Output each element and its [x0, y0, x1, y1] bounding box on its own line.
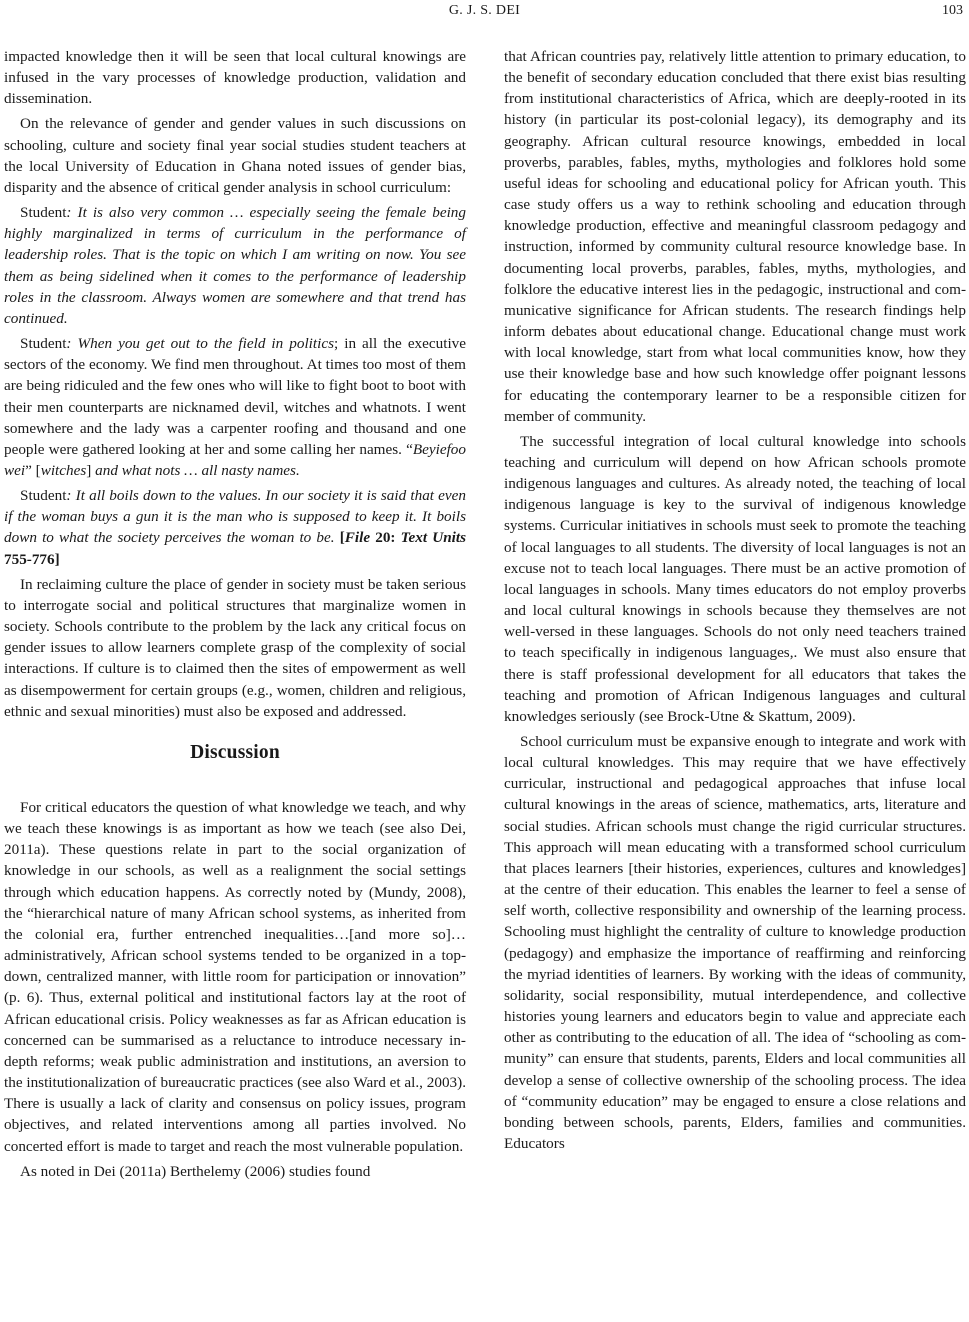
paragraph-continued: impacted knowledge then it will be seen that local cultural knowings are infused in the vary processes of knowledge production, validation and dissemination.: [4, 48, 466, 108]
paragraph-continued: that African countries pay, relatively little attention to primary education, to the benefit of secondary education concluded that there exist bias resulting from institutional characteristics of Africa, which are deeply-rooted in its history (in particular its post-colonial legacy), its demography and its geography. African cultural resource knowings, embedded in local proverbs, parables, fables, myths, mythologies and folklores hold some useful ideas for schooling and educational policy for African youth. This case study offers us a way to rethink schooling and education through knowledge production, effective and meaningful classroom pedagogy and instruction, informed by community cultural resource knowledge base. In documenting local proverbs, parables, fables, myths, mythologies, and folklore the educative interest lies in the pedagogic, instructional and communicative significance for African students. The research findings help inform debates about educational change. Educational change must work with local knowledge, start from what local communities know, how they use their knowledge base and how such knowledge offer poignant lessons for educating the contemporary learner to be a responsible citizen for member of community.: [504, 48, 966, 425]
ref-units: Text Units: [400, 529, 466, 547]
paragraph-berthelemy: As noted in Dei (2011a) Berthelemy (2006) studies found: [20, 1162, 371, 1180]
speaker-label: Student: [20, 487, 67, 505]
paragraph-school-curriculum: School curriculum must be expansive enough to integrate and work with local cultural knowledges. This may require that we have effectively curricular, instructional and pedagogical approaches that infuse local cultural knowings in the areas of science, mathematics, arts, literature and social studies. African schools must change the rigid curricular structures. This approach will mean educating with a transformed school curriculum that places learners [their histories, experiences, cultures and knowledges] at the centre of their education. This enables the learner to feel a sense of self worth, collective responsibility and ownership of the learning process. Schooling must highlight the centrality of culture to knowledge production (pedagogy) and emphasize the importance of reaffirming and reinforcing the myriad identities of learners. By working with the ideas of community, solidarity, social responsibility, mutual interdependence, and collective histories young learners and educators begin to value and appreciate each other as contributing to the education of all. The idea of “schooling as community” can ensure that students, parents, Elders and local communities all develop a sense of collective ownership of the schooling process. The idea of “community education” may be engaged to ensure a close relations and bonding between schools, parents, Elders, families and communities. Educators: [504, 733, 966, 1152]
paragraph-reclaiming-culture: In reclaiming culture the place of gender in society must be taken serious to interrogate social and political structures that marginalize women in society. Schools contribute to the problem by the lack any critical focus on gender issues to allow learners complete grasp of the complexity of social interactions. If culture is to claimed then the sites of empowerment as well as disempowerment for certain groups (e.g., women, children and religious, ethnic and sexual minorities) must also be exposed and addressed.: [4, 575, 466, 720]
student-quote-2: [4, 333, 466, 481]
ref-open: [: [334, 529, 345, 547]
speaker-label: Student: [20, 204, 67, 222]
speaker-label: Student: [20, 335, 67, 353]
section-heading: Discussion: [190, 741, 280, 763]
quote-text: and what nots … all nasty names.: [91, 461, 300, 479]
quote-open-mark: “: [406, 440, 413, 458]
quote-text: : When you get out to the field in politics: [66, 335, 334, 353]
running-head: G. J. S. DEI: [448, 3, 521, 18]
paragraph-discussion: For critical educators the question of what knowledge we teach, and why we teach these knowings is as important as how we teach (see also Dei, 2011a). These questions relate in part to the social organization of knowledge in our schools, as well as a realignment the social settings through which education happens. As correctly noted by (Mundy, 2008), the “hierarchical nature of many African school systems, as inherited from the colonial era, further entrenched inequalities…[and more so]… administratively, African school systems tended to be organized in a top-down, centralized manner, with little room for participation or innovation” (p. 6). Thus, external political and institutional factors lay at the root of African educational crisis. Policy weaknesses as far as African education is concerned can be summarised as a reluctance to introduce necessary in-depth reforms; weak public administration and institutions, an aversion to the institutionalization of bureaucratic practices (see also Ward et al., 2003). There is usually a lack of clarity and consensus on policy issues, program objectives, and related interventions among all parties involved. No concerted effort is made to target and reach the most vulnerable population.: [4, 799, 466, 1155]
ref-file: File: [344, 529, 371, 547]
paragraph-gender-intro: On the relevance of gender and gender values in such discussions on schooling, culture and society final year social studies student teachers at the local University of Education in Ghana noted issues of gender bias, disparity and the absence of critical gender analysis in school curriculum:: [4, 115, 466, 196]
page-number: 103: [942, 3, 963, 18]
paragraph-indigenous-languages: The successful integration of local cultural knowledge into schools teaching and curriculum will depend on how African schools promote indigenous languages and cultures. As already noted, the teaching of local indigenous language is key to the survival of indigenous knowledge systems. Curricular initiatives in schools must seek to promote the teaching of local languages to all students. The diversity of local languages is not an excuse not to teach local languages. There must be an active promotion of local languages in schools. Many times educators do not employ proverbs and local cultural knowings in schools because they themselves are not well-versed in these languages. Schools do not only need teachers trained to teach specifically in indigenous languages,. We must also ensure that there is staff professional development for all educators that takes the teaching and promotion of African Indigenous languages and cultural knowledges seriously (see Brock-Utne & Skattum, 2009).: [504, 432, 966, 725]
quote-text: : It is also very common … especially seeing the female being highly marginalized in terms of curriculum in the performance of leadership roles. That is the topic on which I am writing on now. You see them as being sidelined when it comes to the performance of leadership roles in the classroom. Always women are somewhere and that trend has continued.: [4, 204, 466, 327]
quoted-word: Beyiefoo wei: [4, 440, 466, 479]
quote-close-mark: ” [: [25, 461, 41, 479]
left-column: [4, 46, 466, 1186]
right-column: [504, 46, 966, 1158]
quote-bracket: ]: [86, 461, 92, 479]
ref-num: 20:: [370, 529, 401, 547]
quote-text: , witches and whatnots. I went somewhere and the lady was a carpenter roofing and thousand and one people were gathered looking at her and some calling her names.: [4, 398, 466, 458]
student-quote-3: [4, 485, 466, 570]
quote-text: ; in all the executive sectors of the economy. We find men throughout. At times too most of them are being ridiculed and the few ones who will like to fight boot to boot with their men counterparts are nicknamed devil: [4, 335, 466, 416]
page-header: [0, 0, 969, 26]
ref-range: 755-776]: [4, 550, 60, 568]
quote-text: : It all boils down to the values. In our society it is said that even if the woman buys a gun it is the man who is supposed to keep it. It boils down to what the society perceives the woman to be.: [4, 487, 466, 547]
quote-gloss: witches: [40, 461, 87, 479]
student-quote-1: [4, 202, 466, 329]
